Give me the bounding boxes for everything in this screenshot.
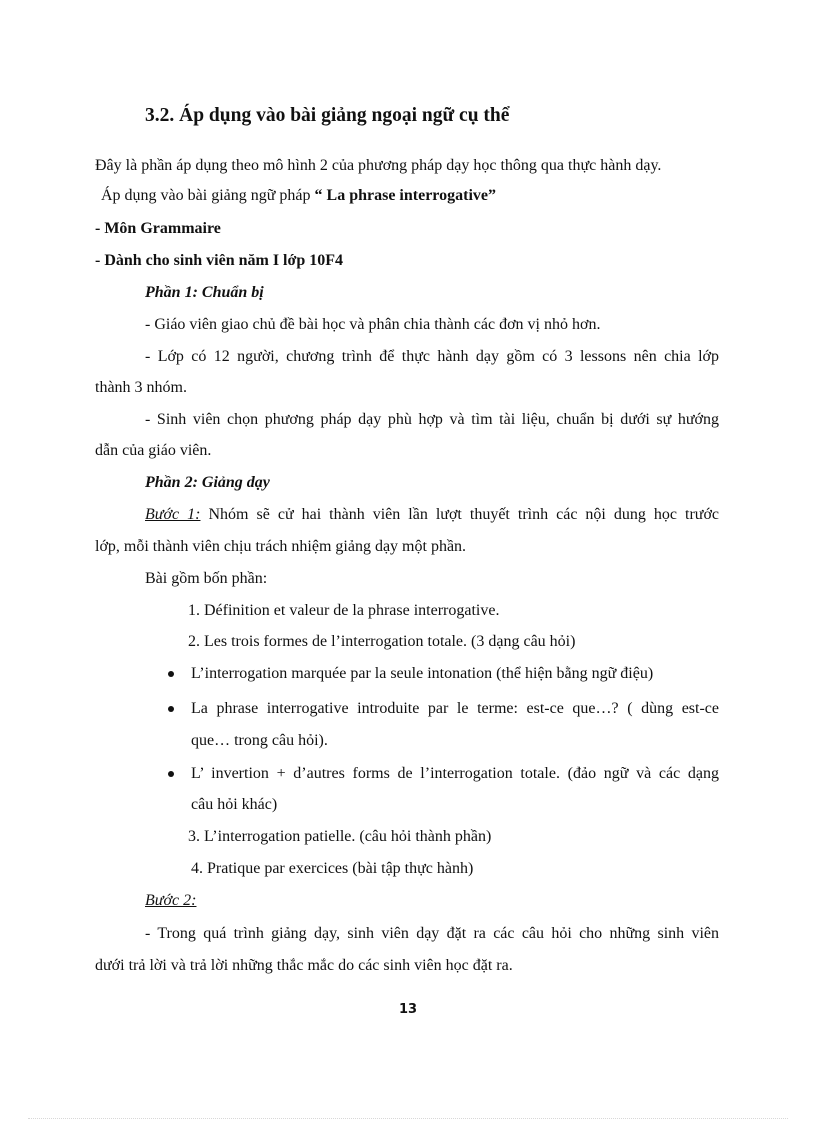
- part1-item-2-line-1: - Lớp có 12 người, chương trình để thực hành dạy gồm có 3 lessons nên chia lớp: [145, 348, 719, 365]
- section-heading: 3.2. Áp dụng vào bài giảng ngoại ngữ cụ thể: [145, 105, 510, 126]
- part1-item-3-line-1: - Sinh viên chọn phương pháp dạy phù hợp và tìm tài liệu, chuẩn bị dưới sự hướng: [145, 411, 719, 428]
- list-item-2: 2. Les trois formes de l’interrogation totale. (3 dạng câu hỏi): [188, 633, 576, 650]
- subject-line: - Môn Grammaire: [95, 220, 221, 237]
- lesson-intro: Bài gồm bốn phần:: [145, 570, 268, 587]
- page-bottom-rule: [28, 1118, 788, 1119]
- intro-line-1: Đây là phần áp dụng theo mô hình 2 của phương pháp dạy học thông qua thực hành dạy.: [95, 157, 662, 174]
- list-item-4: 4. Pratique par exercices (bài tập thực hành): [191, 860, 474, 877]
- audience-line: - Dành cho sinh viên năm I lớp 10F4: [95, 252, 344, 269]
- part2-title: Phần 2: Giảng dạy: [145, 474, 270, 491]
- part1-item-2-line-2: thành 3 nhóm.: [95, 379, 187, 396]
- intro-line-2-prefix: Áp dụng vào bài giảng ngữ pháp: [101, 187, 311, 204]
- part1-item-1: - Giáo viên giao chủ đề bài học và phân chia thành các đơn vị nhỏ hơn.: [145, 316, 601, 333]
- part1-title: Phần 1: Chuẩn bị: [145, 284, 264, 301]
- bullet-dot: [168, 706, 174, 712]
- step2-label: Bước 2:: [145, 892, 197, 909]
- step1-line-2: lớp, mỗi thành viên chịu trách nhiệm giảng dạy một phần.: [95, 538, 467, 555]
- bullet-item-3-line-1: L’ invertion + d’autres forms de l’interrogation totale. (đảo ngữ và các dạng: [191, 765, 719, 782]
- bullet-item-2-line-1: La phrase interrogative introduite par le terme: est-ce que…? ( dùng est-ce: [191, 700, 719, 717]
- step1-label: Bước 1:: [145, 506, 201, 523]
- bullet-item-1: L’interrogation marquée par la seule intonation (thể hiện bằng ngữ điệu): [191, 665, 654, 682]
- step1-text: Nhóm sẽ cử hai thành viên lần lượt thuyết trình các nội dung học trước: [208, 506, 720, 523]
- bullet-dot: [168, 771, 174, 777]
- step2-line-1: - Trong quá trình giảng dạy, sinh viên dạy đặt ra các câu hỏi cho những sinh viên: [145, 925, 719, 942]
- intro-line-2: [101, 186, 496, 206]
- bullet-dot: [168, 671, 174, 677]
- list-item-3: 3. L’interrogation patielle. (câu hỏi thành phần): [188, 828, 492, 845]
- page-number: 13: [398, 1002, 418, 1017]
- step2-line-2: dưới trả lời và trả lời những thắc mắc do các sinh viên học đặt ra.: [95, 957, 513, 974]
- lesson-title: “ La phrase interrogative”: [314, 187, 496, 204]
- bullet-item-2-line-2: que… trong câu hỏi).: [191, 732, 328, 749]
- step1-line-1: [145, 505, 719, 525]
- list-item-1: 1. Définition et valeur de la phrase interrogative.: [188, 602, 500, 619]
- part1-item-3-line-2: dẫn của giáo viên.: [95, 442, 212, 459]
- bullet-item-3-line-2: câu hỏi khác): [191, 796, 278, 813]
